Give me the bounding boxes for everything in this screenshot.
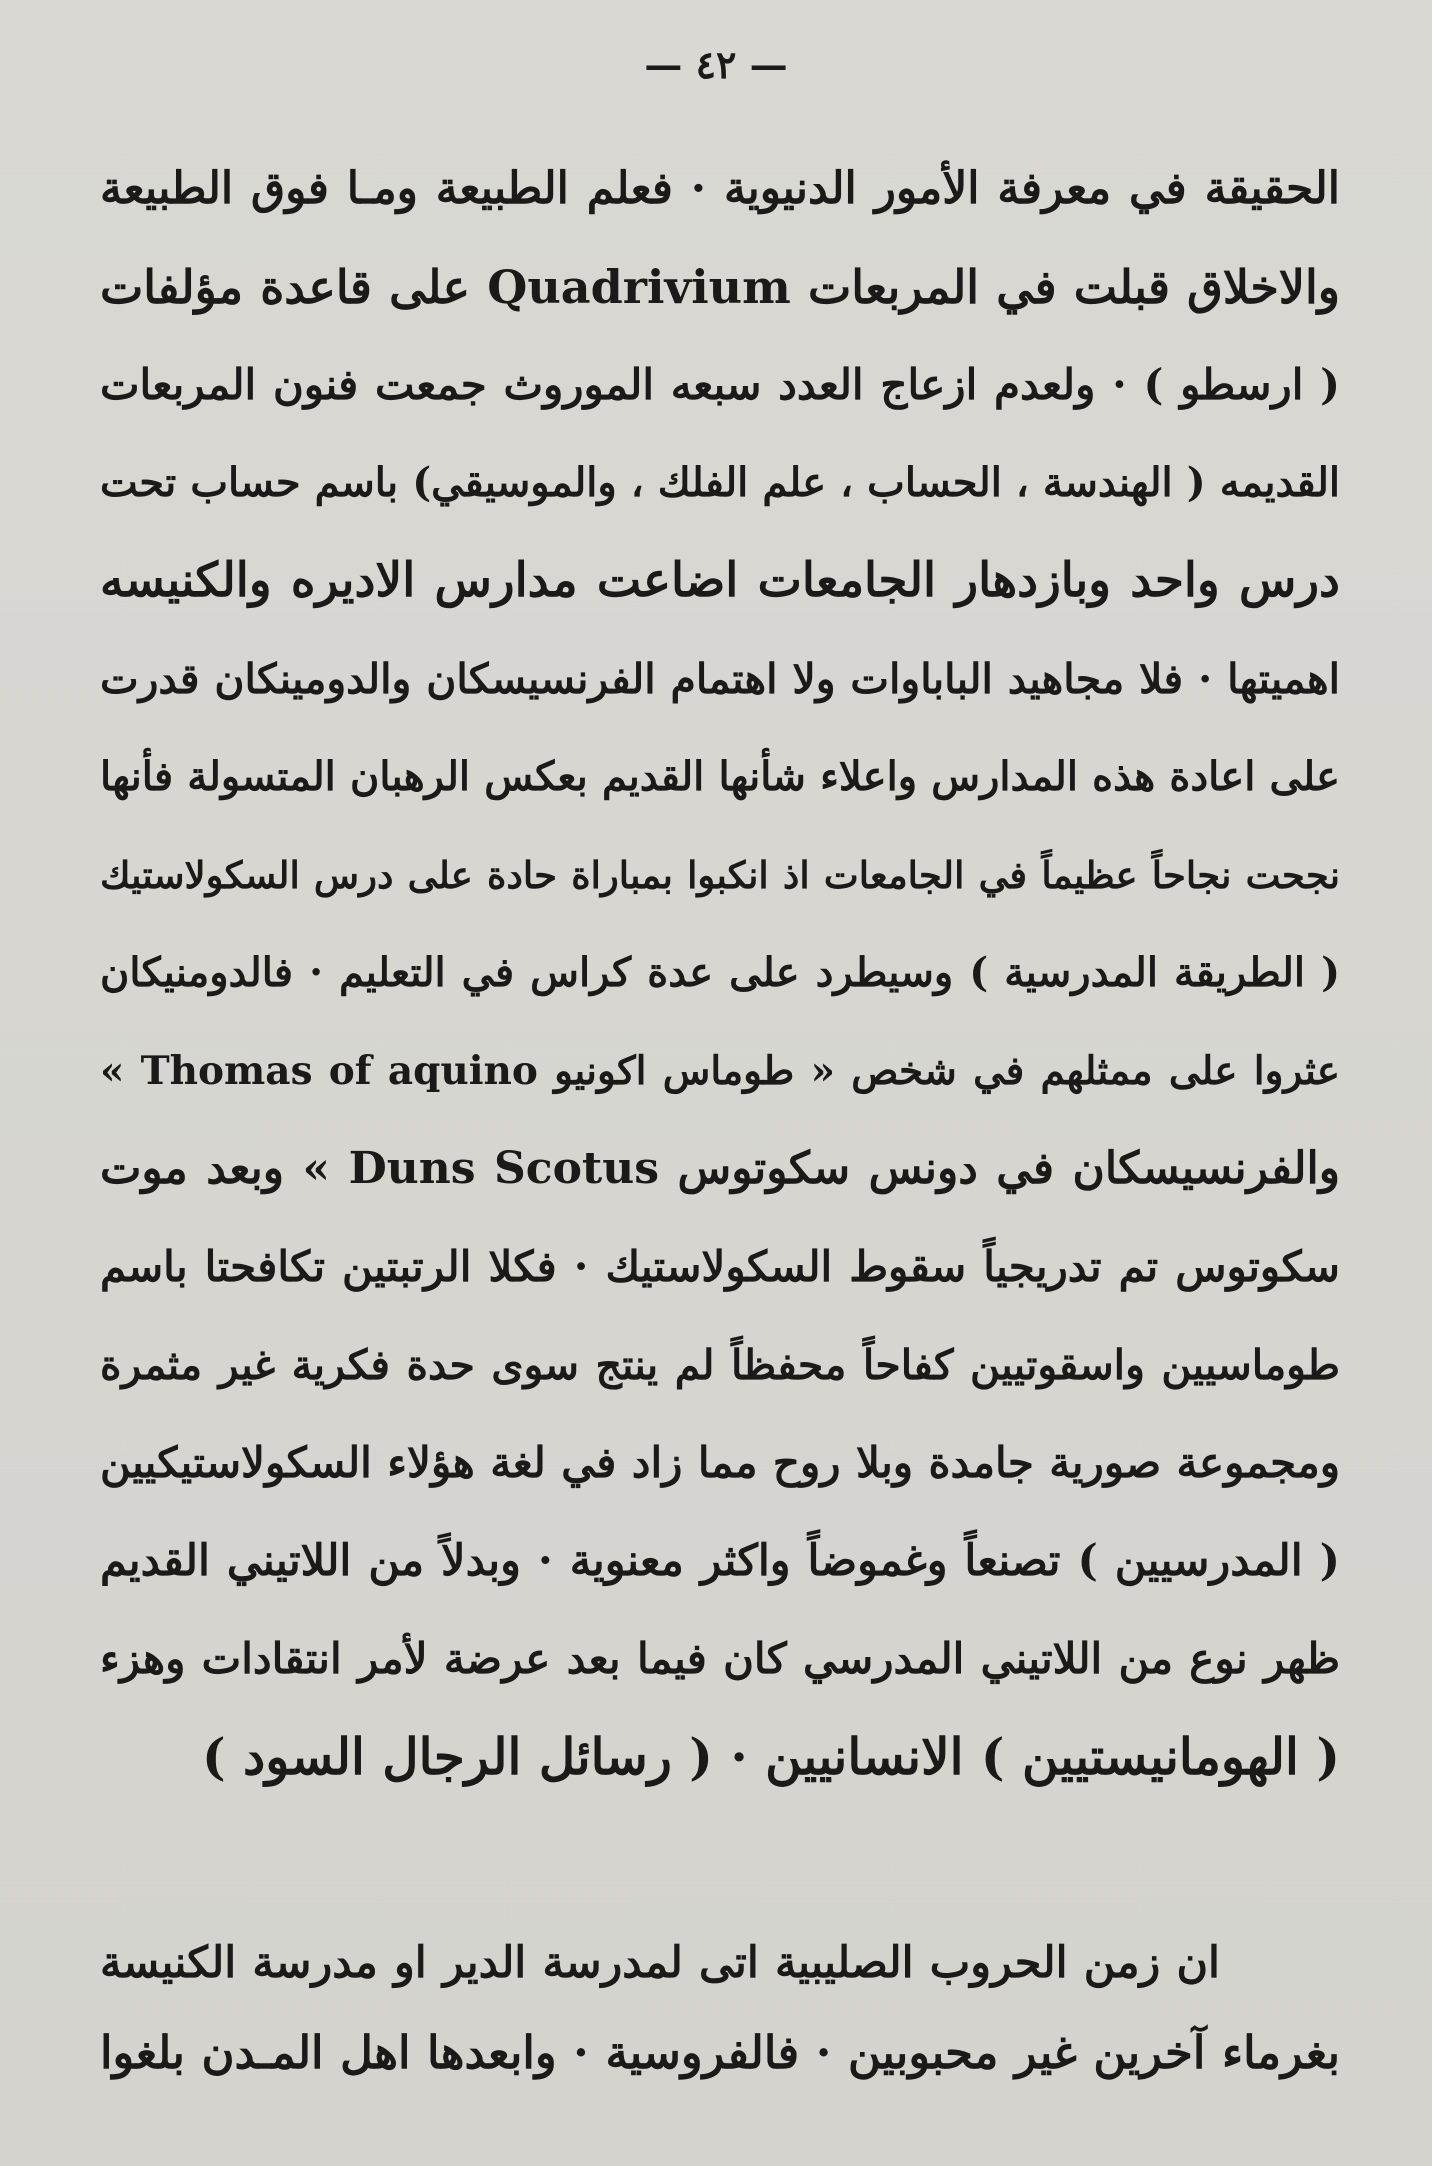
text-line: ( ارسطو ) · ولعدم ازعاج العدد سبعه الموروث جمعت فنون المربعات [100,360,1340,409]
text-line: ( الطريقة المدرسية ) وسيطرد على عدة كراس في التعليم · فالدومنيكان [100,949,1340,996]
text-line: ان زمن الحروب الصليبية اتى لمدرسة الدير او مدرسة الكنيسة [100,1938,1220,1988]
text-line: درس واحد وبازدهار الجامعات اضاعت مدارس الاديره والكنيسه [100,553,1340,608]
text-line: عثروا على ممثلهم في شخص « طوماس اكونيو Thomas of aquino » [100,1048,1340,1094]
page-number: — ٤٢ — [644,42,788,87]
paragraph-1 [100,140,1340,1806]
text-line: اهميتها · فلا مجاهيد الباباوات ولا اهتمام الفرنسيسكان والدومينكان قدرت [100,655,1340,703]
text-line: ( الهومانيستيين ) الانسانيين · ( رسائل الرجال السود ) [201,1727,1340,1786]
text-line: والاخلاق قبلت في المربعات Quadrivium على قاعدة مؤلفات [100,260,1340,314]
text-line: ومجموعة صورية جامدة وبلا روح مما زاد في لغة هؤلاء السكولاستيكيين [100,1438,1340,1487]
paragraph-2 [100,1918,1340,2098]
text-line: والفرنسيسكان في دونس سكوتوس Duns Scotus » وبعد موت [100,1143,1340,1194]
text-line: بغرماء آخرين غير محبوبين · فالفروسية · وابعدها اهل المـدن بلغوا [100,2026,1340,2079]
text-line: سكوتوس تم تدريجياً سقوط السكولاستيك · فكلا الرتبتين تكافحتا باسم [100,1242,1340,1291]
text-line: ( المدرسيين ) تصنعاً وغموضاً واكثر معنوية · وبدلاً من اللاتيني القديم [100,1536,1340,1586]
text-line: ظهر نوع من اللاتيني المدرسي كان فيما بعد عرضة لأمر انتقادات وهزء [100,1634,1340,1683]
text-line: القديمه ( الهندسة ، الحساب ، علم الفلك ، والموسيقي) باسم حساب تحت [100,459,1340,506]
text-line: على اعادة هذه المدارس واعلاء شأنها القديم بعكس الرهبان المتسولة فأنها [100,753,1340,800]
text-line: نجحت نجاحاً عظيماً في الجامعات اذ انكبوا بمباراة حادة على درس السكولاستيك [100,853,1340,897]
text-line: الحقيقة في معرفة الأمور الدنيوية · فعلم الطبيعة ومـا فوق الطبيعة [100,163,1340,214]
text-line: طوماسيين واسقوتيين كفاحاً محفظاً لم ينتج سوى حدة فكرية غير مثمرة [100,1341,1340,1389]
